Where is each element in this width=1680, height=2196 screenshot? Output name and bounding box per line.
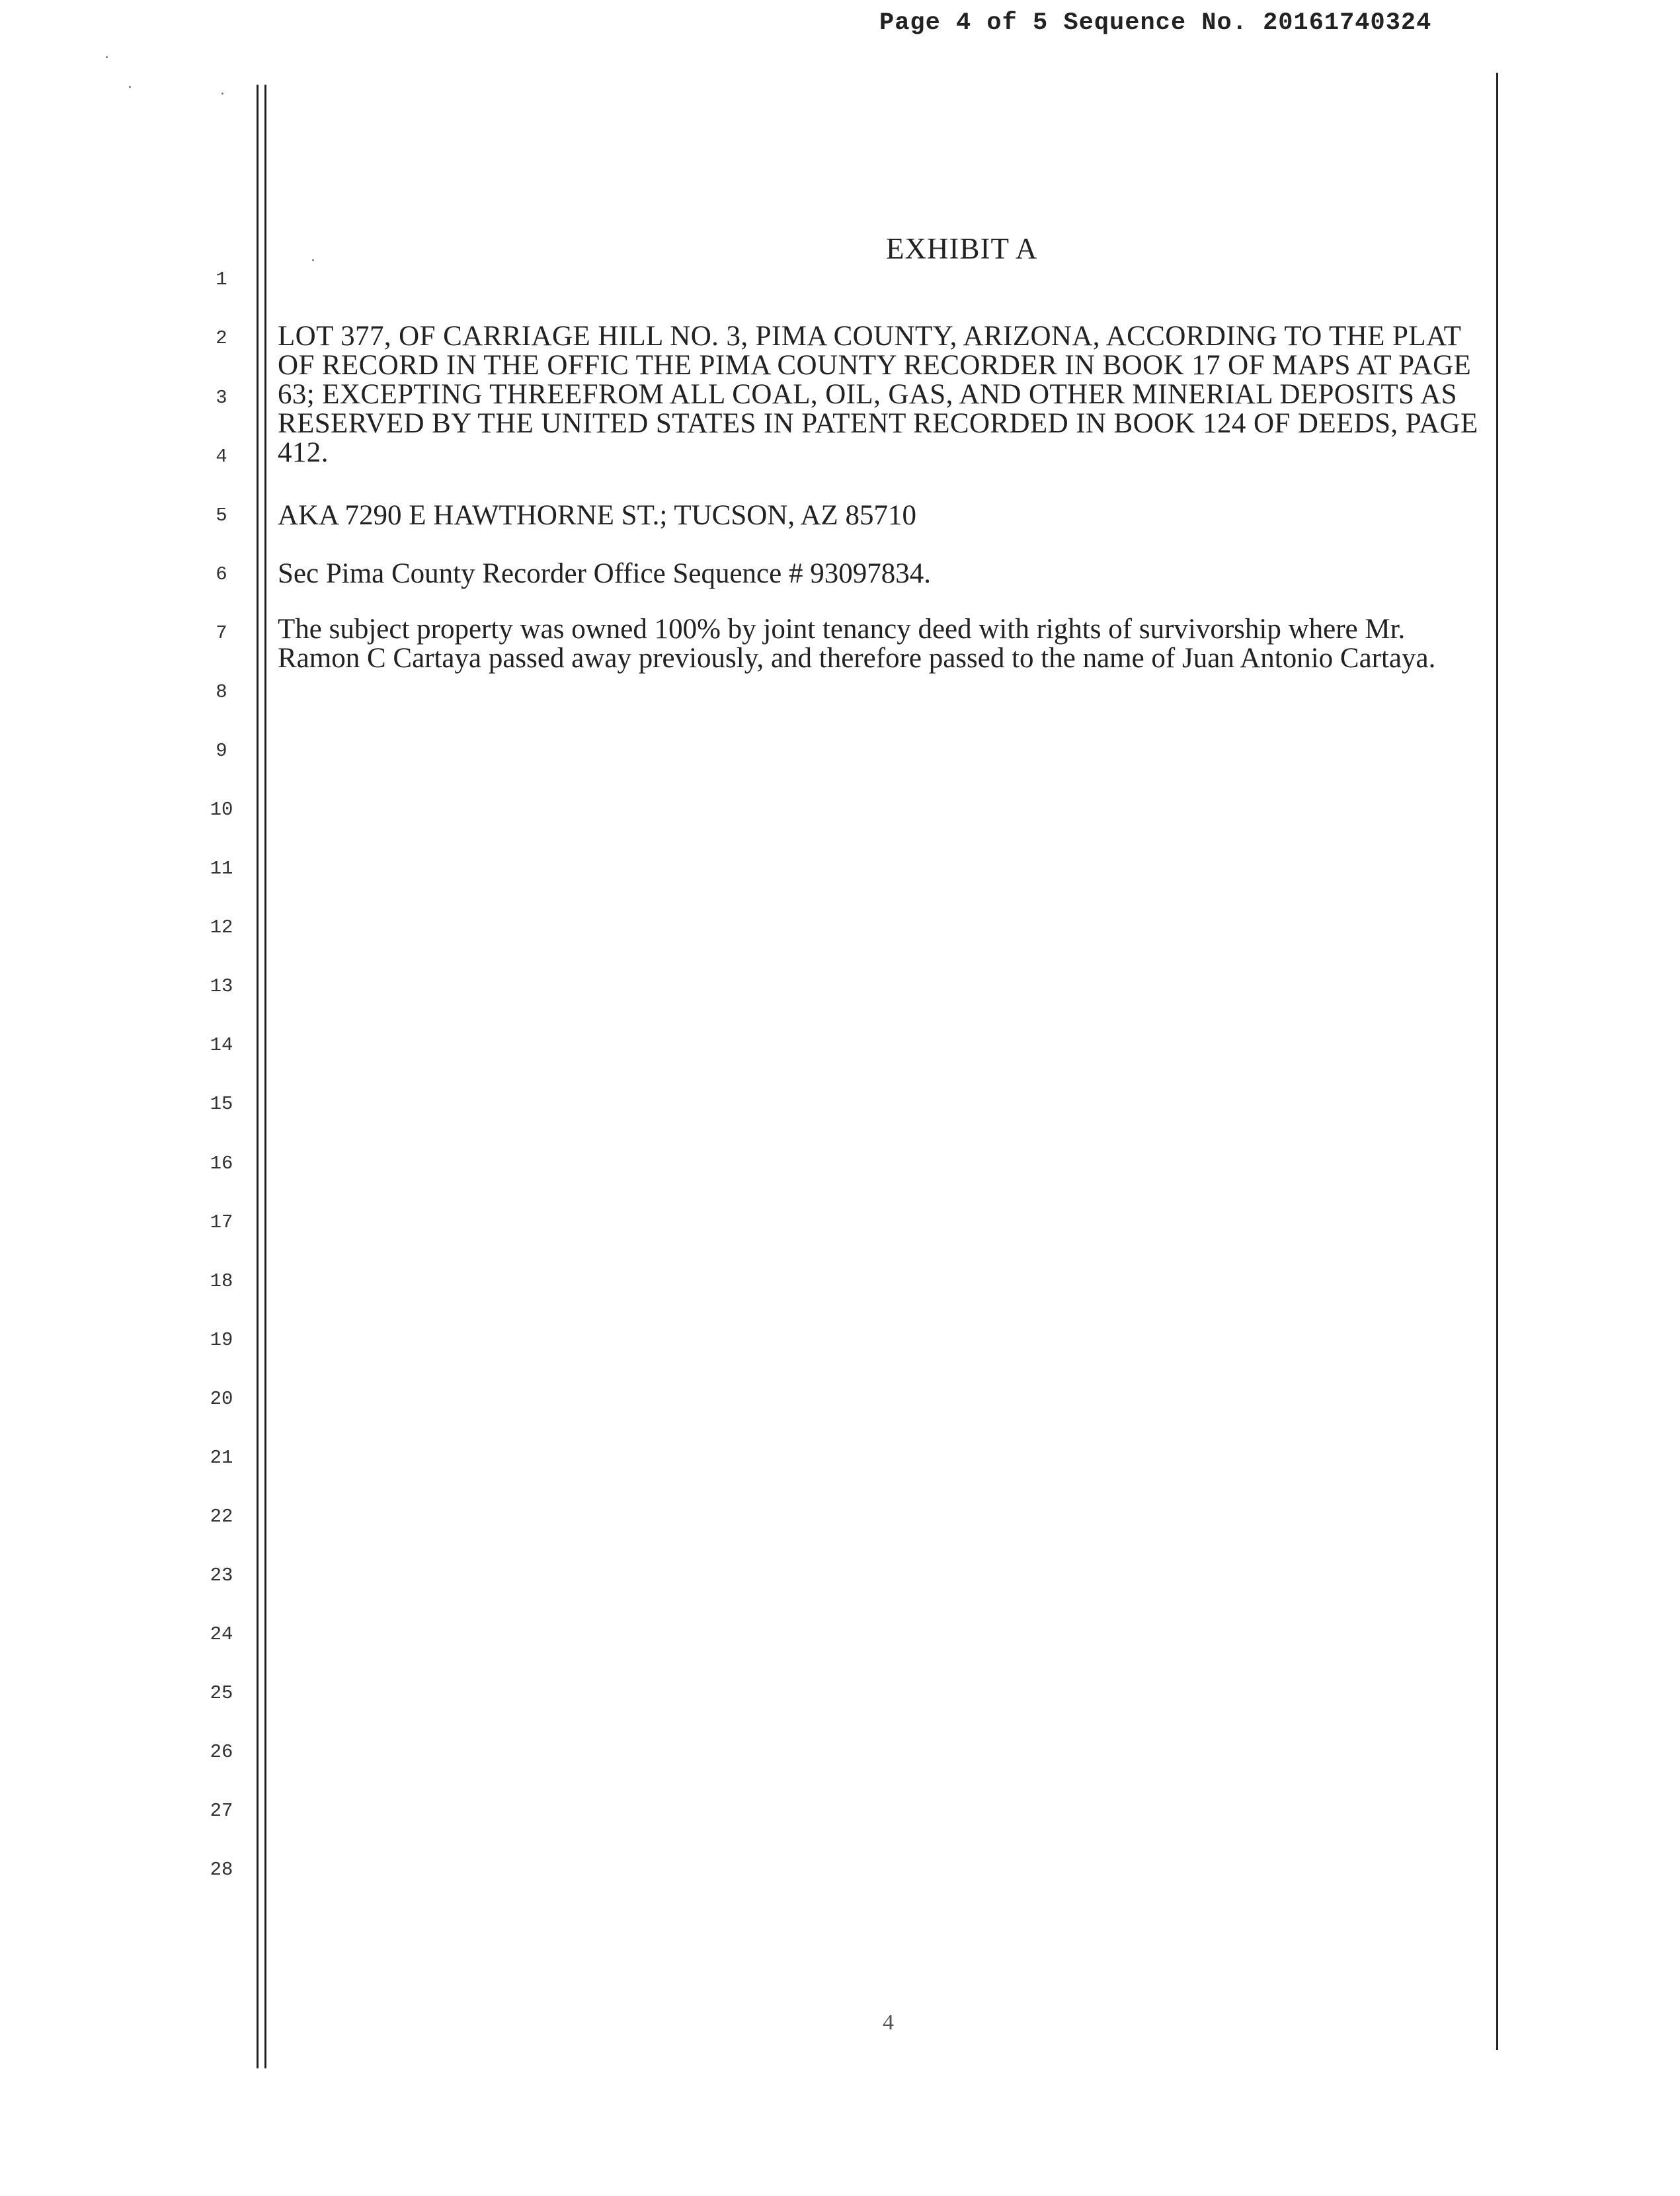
line-number: 3	[216, 387, 227, 409]
ownership-note-paragraph: The subject property was owned 100% by joint tenancy deed with rights of survivorship where Mr. Ramon C Cartaya passed away previously, and therefore passed to the name of Juan Antonio Cartaya.	[278, 614, 1436, 674]
line-number: 23	[210, 1565, 233, 1586]
line-number: 18	[210, 1270, 233, 1292]
scan-speck	[312, 259, 314, 261]
line-number: 25	[210, 1682, 233, 1704]
line-number: 10	[210, 799, 233, 821]
line-number: 9	[216, 740, 227, 762]
page-sequence-header: Page 4 of 5 Sequence No. 20161740324	[879, 9, 1432, 37]
line-number: 21	[210, 1447, 233, 1469]
line-number: 4	[216, 446, 227, 468]
page-number: 4	[883, 2010, 894, 2035]
line-number: 6	[216, 563, 227, 585]
line-number: 28	[210, 1859, 233, 1881]
legal-description-paragraph: LOT 377, OF CARRIAGE HILL NO. 3, PIMA COUNTY, ARIZONA, ACCORDING TO THE PLAT OF RECORD IN THE OFFIC THE PIMA COUNTY RECORDER IN BOOK 17 OF MAPS AT PAGE 63; EXCEPTING THREEFROM ALL COAL, OIL, GAS, AND OTHER MINERIAL DEPOSITS AS RESERVED BY THE UNITED STATES IN PATENT RECORDED IN BOOK 124 OF DEEDS, PAGE 412.	[278, 321, 1478, 468]
line-number: 11	[210, 858, 233, 879]
line-number: 24	[210, 1623, 233, 1645]
line-number: 13	[210, 975, 233, 997]
line-number: 22	[210, 1506, 233, 1527]
line-number: 7	[216, 622, 227, 644]
scan-speck	[221, 93, 223, 95]
property-address-paragraph: AKA 7290 E HAWTHORNE ST.; TUCSON, AZ 85710	[278, 500, 917, 531]
line-number: 12	[210, 916, 233, 938]
left-margin-rule-inner	[264, 85, 266, 2068]
line-number: 17	[210, 1211, 233, 1233]
line-number: 20	[210, 1388, 233, 1410]
exhibit-title: EXHIBIT A	[886, 232, 1038, 265]
line-number: 2	[216, 327, 227, 349]
recorder-sequence-paragraph: Sec Pima County Recorder Office Sequence # 93097834.	[278, 558, 931, 589]
line-number: 19	[210, 1329, 233, 1351]
line-number: 27	[210, 1800, 233, 1822]
left-margin-rule-outer	[257, 85, 259, 2068]
scan-speck	[129, 86, 131, 88]
line-number: 16	[210, 1153, 233, 1174]
line-number: 26	[210, 1741, 233, 1763]
line-number: 15	[210, 1093, 233, 1115]
scan-speck	[106, 56, 108, 58]
line-number: 14	[210, 1034, 233, 1056]
line-number: 8	[216, 681, 227, 703]
line-number: 1	[216, 268, 227, 290]
line-number: 5	[216, 505, 227, 526]
